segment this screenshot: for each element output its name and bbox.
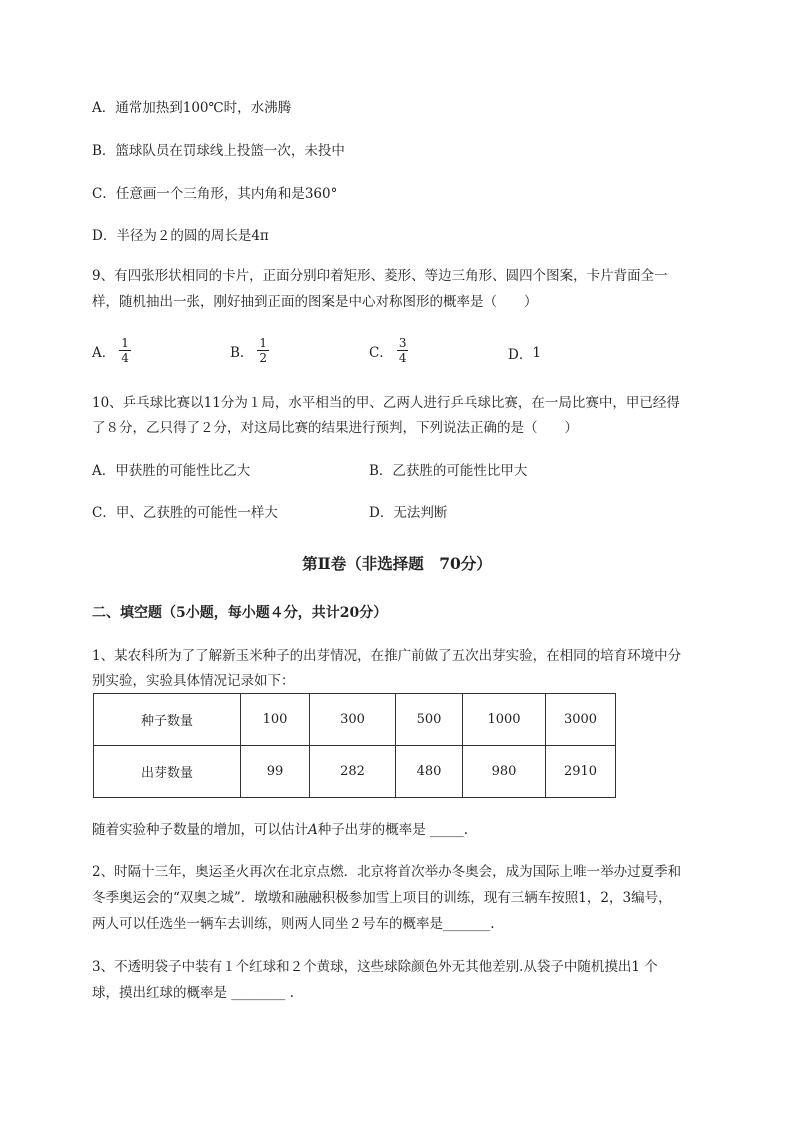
- q9-option-a-label: A．: [92, 344, 116, 361]
- part2-heading: 第Ⅱ卷（非选择题 70分）: [302, 554, 492, 573]
- table-cell: 100: [241, 694, 310, 746]
- q9-option-b: [230, 336, 269, 365]
- f1-answer-line: [92, 820, 468, 840]
- table-cell: 99: [241, 746, 310, 798]
- germination-table: [93, 693, 616, 798]
- f1-variable: A: [308, 822, 318, 838]
- table-row: [94, 694, 616, 746]
- q9-option-c-fraction: [397, 336, 409, 365]
- q9-option-b-label: B．: [230, 344, 254, 361]
- q10-option-b: B．乙获胜的可能性比甲大: [369, 463, 528, 479]
- f1-answer-text-post: 种子出芽的概率是 _____.: [317, 822, 469, 838]
- q8-option-c: C．任意画一个三角形，其内角和是360°: [92, 186, 338, 202]
- f1-answer-text-pre: 随着实验种子数量的增加，可以估计: [92, 822, 308, 838]
- q9-option-b-fraction: [257, 336, 269, 365]
- q9-option-a-fraction: [119, 336, 131, 365]
- q9-stem-line1: 9、有四张形状相同的卡片，正面分别印着矩形、菱形、等边三角形、圆四个图案，卡片背面全一: [92, 268, 668, 284]
- q9-option-d: [508, 343, 541, 363]
- table-cell: 500: [396, 694, 463, 746]
- q10-option-a: A．甲获胜的可能性比乙大: [92, 463, 251, 479]
- table-cell: 1000: [463, 694, 546, 746]
- f2-stem-line3: 两人可以任选坐一辆车去训练，则两人同坐２号车的概率是_______.: [92, 916, 495, 932]
- f1-stem-line1: 1、某农科所为了了解新玉米种子的出芽情况，在推广前做了五次出芽实验，在相同的培育环境中分: [92, 648, 682, 664]
- q9-option-c: [369, 336, 408, 365]
- table-row: [94, 746, 616, 798]
- fraction-numerator: 1: [121, 336, 129, 350]
- q9-option-d-value: 1: [532, 345, 541, 361]
- q10-stem-line1: 10、乒乓球比赛以11分为１局，水平相当的甲、乙两人进行乒乓球比赛，在一局比赛中，甲已经得: [92, 395, 680, 411]
- row-header-seeds: 种子数量: [94, 694, 241, 746]
- fraction-denominator: 4: [398, 351, 407, 365]
- q9-option-a: [92, 336, 131, 365]
- table-cell: 300: [310, 694, 396, 746]
- table-cell: 980: [463, 746, 546, 798]
- fraction-numerator: 3: [398, 336, 407, 350]
- q8-option-a: A．通常加热到100℃时，水沸腾: [92, 100, 292, 116]
- table-cell: 2910: [546, 746, 616, 798]
- fraction-numerator: 1: [259, 336, 268, 350]
- q9-option-d-label: D．: [508, 347, 533, 363]
- f2-stem-line1: 2、时隔十三年，奥运圣火再次在北京点燃．北京将首次举办冬奥会，成为国际上唯一举办过夏季和: [92, 864, 682, 880]
- table-cell: 480: [396, 746, 463, 798]
- q10-option-d: D．无法判断: [369, 505, 448, 521]
- f2-stem-line2: 冬季奥运会的“双奥之城”．墩墩和融融积极参加雪上项目的训练，现有三辆车按照1，2，3编号，: [92, 890, 672, 906]
- q9-option-c-label: C．: [369, 344, 393, 361]
- fraction-denominator: 2: [259, 351, 268, 365]
- f1-stem-line2: 别实验，实验具体情况记录如下：: [92, 673, 295, 689]
- f3-stem-line1: 3、不透明袋子中装有１个红球和２个黄球，这些球除颜色外无其他差别.从袋子中随机摸出1 个: [92, 959, 658, 975]
- section-title: 二、填空题（5小题，每小题４分，共计20分）: [92, 605, 388, 621]
- table-cell: 3000: [546, 694, 616, 746]
- row-header-sprouted: 出芽数量: [94, 746, 241, 798]
- f3-stem-line2: 球，摸出红球的概率是 ________ .: [92, 985, 294, 1001]
- q8-option-d: D．半径为２的圆的周长是4π: [92, 228, 269, 244]
- q9-stem-line2: 样，随机抽出一张，刚好抽到正面的图案是中心对称图形的概率是（ ）: [92, 294, 538, 310]
- q8-option-b: B．篮球队员在罚球线上投篮一次，未投中: [92, 143, 345, 159]
- q10-option-c: C．甲、乙获胜的可能性一样大: [92, 505, 278, 521]
- q10-stem-line2: 了８分，乙只得了２分，对这局比赛的结果进行预判，下列说法正确的是（ ）: [92, 420, 578, 436]
- table-cell: 282: [310, 746, 396, 798]
- fraction-denominator: 4: [121, 351, 129, 365]
